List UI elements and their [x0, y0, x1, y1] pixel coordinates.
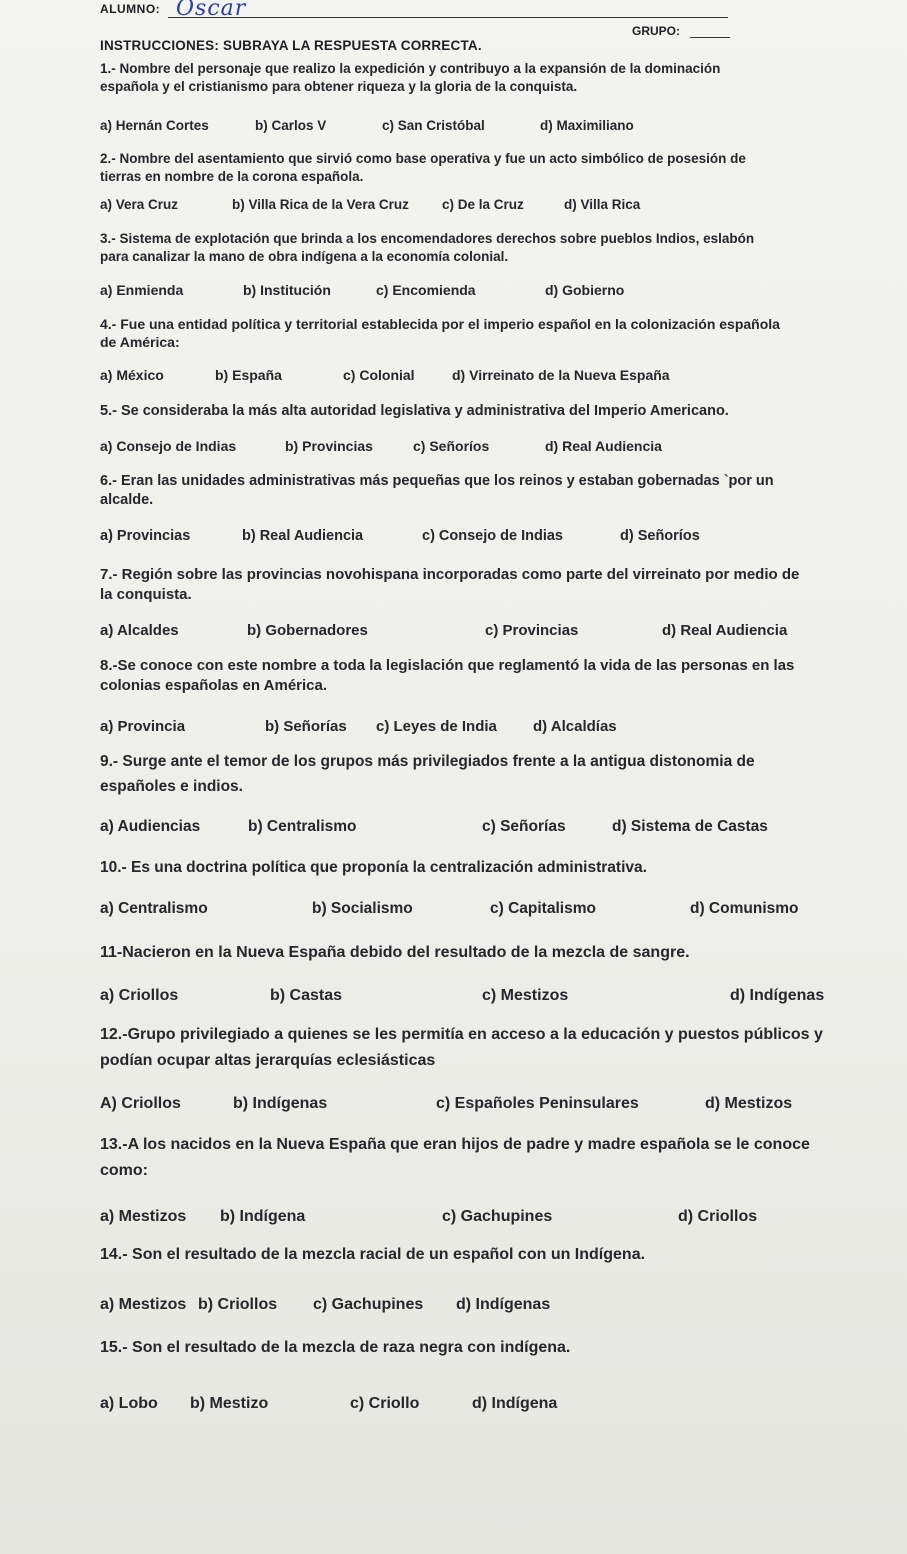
options-1	[100, 118, 820, 140]
grupo-label: GRUPO:	[632, 24, 680, 38]
option-14a[interactable]: a) Mestizos	[100, 1296, 187, 1313]
option-6d[interactable]: d) Señoríos	[620, 528, 700, 544]
option-12c[interactable]: c) Españoles Peninsulares	[436, 1095, 639, 1112]
question-3: 3.- Sistema de explotación que brinda a los encomendadores derechos sobre pueblos Indios, eslabón para canalizar la mano de obra indígena a la economía colonial.	[100, 231, 755, 264]
option-10a[interactable]: a) Centralismo	[100, 900, 208, 917]
question-5: 5.- Se consideraba la más alta autoridad legislativa y administrativa del Imperio Americano.	[100, 403, 729, 419]
option-4d[interactable]: d) Virreinato de la Nueva España	[452, 367, 670, 383]
options-11	[100, 987, 825, 1009]
option-1a[interactable]: a) Hernán Cortes	[100, 118, 209, 133]
option-10d[interactable]: d) Comunismo	[690, 900, 799, 917]
question-12: 12.-Grupo privilegiado a quienes se les permitía en acceso a la educación y puestos públicos y podían ocupar altas jerarquías eclesiásticas	[100, 1026, 823, 1069]
option-11b[interactable]: b) Castas	[270, 987, 343, 1004]
option-2a[interactable]: a) Vera Cruz	[100, 197, 179, 212]
option-13a[interactable]: a) Mestizos	[100, 1208, 187, 1225]
option-1c[interactable]: c) San Cristóbal	[382, 118, 485, 133]
option-12b[interactable]: b) Indígenas	[233, 1095, 328, 1112]
option-3a[interactable]: a) Enmienda	[100, 282, 184, 298]
option-14c[interactable]: c) Gachupines	[313, 1296, 424, 1313]
option-8d[interactable]: d) Alcaldías	[533, 718, 617, 735]
option-7c[interactable]: c) Provincias	[485, 622, 579, 639]
options-13	[100, 1208, 820, 1230]
option-14b[interactable]: b) Criollos	[198, 1296, 278, 1313]
option-15b[interactable]: b) Mestizo	[190, 1395, 269, 1412]
option-13c[interactable]: c) Gachupines	[442, 1208, 553, 1225]
option-12a[interactable]: A) Criollos	[100, 1095, 181, 1112]
options-12	[100, 1095, 820, 1117]
question-7: 7.- Región sobre las provincias novohispana incorporadas como parte del virreinato por medio de la conquista.	[100, 566, 800, 603]
option-15c[interactable]: c) Criollo	[350, 1395, 420, 1412]
options-3	[100, 282, 820, 304]
option-14d[interactable]: d) Indígenas	[456, 1296, 551, 1313]
option-4b[interactable]: b) España	[215, 367, 282, 383]
option-2b[interactable]: b) Villa Rica de la Vera Cruz	[232, 197, 409, 212]
grupo-underline	[690, 37, 730, 38]
question-13: 13.-A los nacidos en la Nueva España que eran hijos de padre y madre española se le conoce como:	[100, 1136, 810, 1179]
option-11d[interactable]: d) Indígenas	[730, 987, 825, 1004]
options-2	[100, 197, 820, 219]
instructions: INSTRUCCIONES: SUBRAYA LA RESPUESTA CORRECTA.	[100, 38, 482, 53]
option-8b[interactable]: b) Señorías	[265, 718, 347, 735]
option-10b[interactable]: b) Socialismo	[312, 900, 413, 917]
option-13b[interactable]: b) Indígena	[220, 1208, 306, 1225]
alumno-label: ALUMNO:	[100, 2, 161, 16]
option-4a[interactable]: a) México	[100, 367, 164, 383]
option-3d[interactable]: d) Gobierno	[545, 282, 625, 298]
question-6: 6.- Eran las unidades administrativas más pequeñas que los reinos y estaban gobernadas `por un alcalde.	[100, 473, 774, 508]
question-10: 10.- Es una doctrina política que proponía la centralización administrativa.	[100, 859, 647, 876]
option-6b[interactable]: b) Real Audiencia	[242, 528, 364, 544]
option-1d[interactable]: d) Maximiliano	[540, 118, 634, 133]
alumno-name-handwritten: Oscar	[176, 0, 247, 21]
option-4c[interactable]: c) Colonial	[343, 367, 415, 383]
option-6c[interactable]: c) Consejo de Indias	[422, 528, 563, 544]
option-5d[interactable]: d) Real Audiencia	[545, 438, 662, 454]
option-9d[interactable]: d) Sistema de Castas	[612, 818, 768, 835]
question-1: 1.- Nombre del personaje que realizo la expedición y contribuyo a la expansión de la dominación española y el cristianismo para obtener riqueza y la gloria de la conquista.	[100, 61, 721, 94]
options-10	[100, 900, 820, 922]
question-2: 2.- Nombre del asentamiento que sirvió como base operativa y fue un acto simbólico de posesión de tierras en nombre de la corona española.	[100, 151, 746, 184]
options-7	[100, 622, 820, 644]
options-9	[100, 818, 820, 840]
option-11a[interactable]: a) Criollos	[100, 987, 179, 1004]
options-5	[100, 438, 820, 460]
option-11c[interactable]: c) Mestizos	[482, 987, 569, 1004]
options-4	[100, 367, 820, 389]
question-4: 4.- Fue una entidad política y territorial establecida por el imperio español en la colonización española de América:	[100, 316, 780, 351]
option-1b[interactable]: b) Carlos V	[255, 118, 327, 133]
option-9b[interactable]: b) Centralismo	[248, 818, 357, 835]
options-8	[100, 718, 820, 740]
option-15a[interactable]: a) Lobo	[100, 1395, 158, 1412]
option-5b[interactable]: b) Provincias	[285, 438, 373, 454]
option-2d[interactable]: d) Villa Rica	[564, 197, 641, 212]
options-6	[100, 528, 820, 550]
option-8a[interactable]: a) Provincia	[100, 718, 186, 735]
option-15d[interactable]: d) Indígena	[472, 1395, 558, 1412]
option-12d[interactable]: d) Mestizos	[705, 1095, 793, 1112]
option-5c[interactable]: c) Señoríos	[413, 438, 490, 454]
option-3b[interactable]: b) Institución	[243, 282, 331, 298]
options-14	[100, 1296, 820, 1318]
question-9: 9.- Surge ante el temor de los grupos más privilegiados frente a la antigua distonomia de españoles e indios.	[100, 753, 755, 795]
option-2c[interactable]: c) De la Cruz	[442, 197, 524, 212]
question-14: 14.- Son el resultado de la mezcla racial de un español con un Indígena.	[100, 1246, 646, 1263]
alumno-underline	[168, 17, 728, 18]
option-7a[interactable]: a) Alcaldes	[100, 622, 179, 639]
option-9c[interactable]: c) Señorías	[482, 818, 566, 835]
question-15: 15.- Son el resultado de la mezcla de raza negra con indígena.	[100, 1339, 571, 1356]
option-13d[interactable]: d) Criollos	[678, 1208, 758, 1225]
option-9a[interactable]: a) Audiencias	[100, 818, 201, 835]
option-7b[interactable]: b) Gobernadores	[247, 622, 368, 639]
option-10c[interactable]: c) Capitalismo	[490, 900, 596, 917]
option-5a[interactable]: a) Consejo de Indias	[100, 438, 237, 454]
question-8: 8.-Se conoce con este nombre a toda la legislación que reglamentó la vida de las personas en las colonias españolas en América.	[100, 657, 795, 694]
question-11: 11-Nacieron en la Nueva España debido del resultado de la mezcla de sangre.	[100, 944, 690, 961]
option-3c[interactable]: c) Encomienda	[376, 282, 476, 298]
option-7d[interactable]: d) Real Audiencia	[662, 622, 788, 639]
option-6a[interactable]: a) Provincias	[100, 528, 191, 544]
option-8c[interactable]: c) Leyes de India	[376, 718, 497, 735]
options-15	[100, 1395, 820, 1417]
